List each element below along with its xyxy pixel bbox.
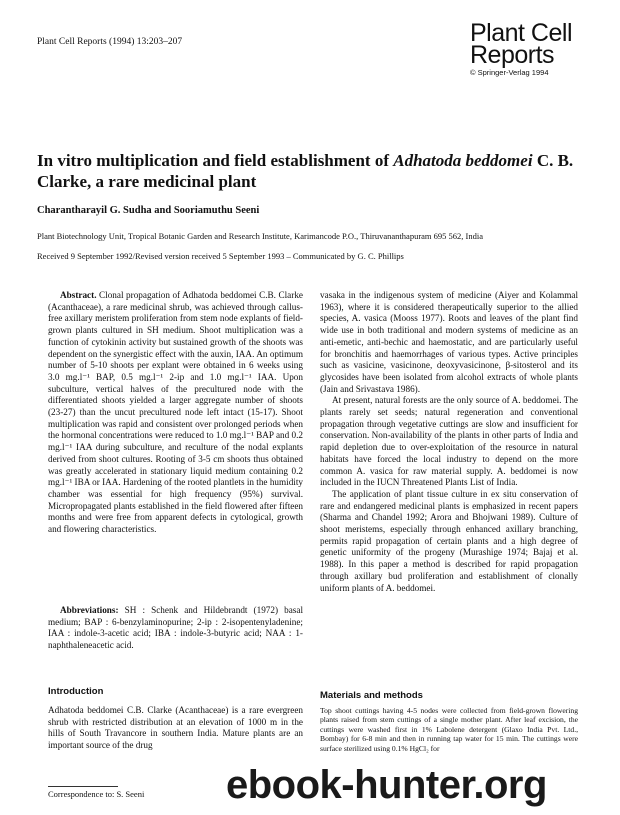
abstract-label: Abstract. [60,290,97,300]
watermark: ebook-hunter.org [220,762,553,808]
journal-reference: Plant Cell Reports (1994) 13:203–207 [37,37,183,47]
article-title [37,150,585,192]
abbreviations-label: Abbreviations: [60,605,119,615]
copyright: © Springer-Verlag 1994 [470,68,549,77]
brand-line-1: Plant Cell [470,19,572,47]
abstract-text: Clonal propagation of Adhatoda beddomei C.B. Clarke (Acanthaceae), a rare medicinal shrub, was achieved through callus-free axillary meristem proliferation from stem node explants of field-grown plants cultured in SH medium. Shoot multiplication was a function of cytokinin activity but sustained growth of the shoots was dependent on the synergistic effect with the auxin, IAA. An optimum number of 5-10 shoots per explant were obtained in 6 weeks using 3.0 mg.l⁻¹ BAP, 0.5 mg.l⁻¹ 2-ip and 1.0 mg.l⁻¹ IAA. Upon subculture, vertical halves of the precultured node with the differentiated shoots yielded a larger aggregate number of shoots (23-27) than the uncut precultured node left intact (15-17). Shoot multiplication was rapid and consistent over prolonged periods when the hormonal concentrations were reduced to 1.0 mg.l⁻¹ BAP and 0.2 mg.l⁻¹ IAA during subculture, and reculture of the nodal explants derived from shoot cultures. Rooting of 3-5 cm shoots thus obtained was greatly accelerated in stationary liquid medium containing 0.2 mg.l⁻¹ IBA or IAA. Hardening of the rooted plantlets in the humidity chamber was essential for high frequency (95%) survival. Micropropagated plants established in the field flowered after fifteen months and were free from apparent defects in cytological, growth and flowering characteristics. [48,290,304,535]
abstract [48,290,303,536]
affiliation: Plant Biotechnology Unit, Tropical Botanic Garden and Research Institute, Karimancode P.O., Thiruvananthapuram 695 562, India [37,231,484,241]
paragraph-3: The application of plant tissue culture in ex situ conservation of rare and endangered medicinal plants is emphasized in recent papers (Sharma and Chandel 1992; Arora and Bhojwani 1989). Culture of shoot meristems, especially through enhanced axillary branching, permits rapid propagation of certain plants and a high degree of genetic uniformity of the progeny (Murashige 1974; Bajaj et al. 1988). In this paper a method is described for rapid propagation through axillary bud proliferation and establishment of clonally uniform plants of A. beddomei. [320,488,578,593]
journal-brand [470,19,572,77]
abbreviations-text: SH : Schenk and Hildebrandt (1972) basal medium; BAP : 6-benzylaminopurine; 2-ip : 2-isopentenyladenine; IAA : indole-3-acetic acid; IBA : indole-3-butyric acid; NAA : 1-naphthaleneacetic acid. [48,605,303,651]
title-pre: In vitro multiplication and field establishment of [37,151,394,170]
correspondence: Correspondence to: S. Seeni [48,789,145,799]
right-column [320,290,578,594]
paragraph-2: At present, natural forests are the only source of A. beddomei. The plants rarely set seeds; natural regeneration and conventional propagation through vegetative cuttings are slow and insufficient for conservation. Non-availability of the plants in other parts of India and rapid depletion due to over-exploitation of the resource in natural habitats have forced the local industry to depend on the more common A. vasica for raw material supply. A. beddomei is now included in the IUCN Threatened Plants List of India. [320,395,578,488]
introduction-text [48,705,303,752]
title-post: C. B. Clarke, a rare medicinal plant [37,151,574,191]
methods-heading: Materials and methods [320,690,423,701]
brand-line-2: Reports [470,41,555,69]
introduction-heading: Introduction [48,686,104,697]
paragraph-1: vasaka in the indigenous system of medicine (Aiyer and Kolammal 1963), where it is considered therapeutically superior to the allied species, A. vasica (Mooss 1977). Roots and leaves of the plant find wide use in both traditional and modern systems of medicine as an anti-emetic, anti-bechic and haemostatic, and are particularly useful for bronchitis and haemorrhages of various types. Active principles such as vasicine, vasicinone, deoxyvasicinone, β-sitosterol and its glycosides have been isolated from alcohol extracts of whole plants (Jain and Srivastava 1986). [320,290,578,394]
title-species: Adhatoda beddomei [393,151,533,170]
authors: Charantharayil G. Sudha and Sooriamuthu Seeni [37,205,260,216]
methods-text: Top shoot cuttings having 4-5 nodes were collected from field-grown flowering plants raised from stem cuttings of a single mother plant. After leaf excision, the cuttings were washed first in 1% Labolene detergent (Glaxo India Pvt. Ltd., Bombay) for 6-8 min and then in running tap water for 15 min. The cuttings were surface sterilized using 0.1% HgCl₂ for [320,706,578,753]
abbreviations [48,605,303,652]
received-dates: Received 9 September 1992/Revised version received 5 September 1993 – Communicated by G. C. Phillips [37,251,404,261]
footnote-rule [48,786,118,787]
introduction-paragraph: Adhatoda beddomei C.B. Clarke (Acanthaceae) is a rare evergreen shrub with restricted distribution at an elevation of 1000 m in the hills of South Travancore in southern India. Mature plants are an important source of the drug [48,705,303,751]
